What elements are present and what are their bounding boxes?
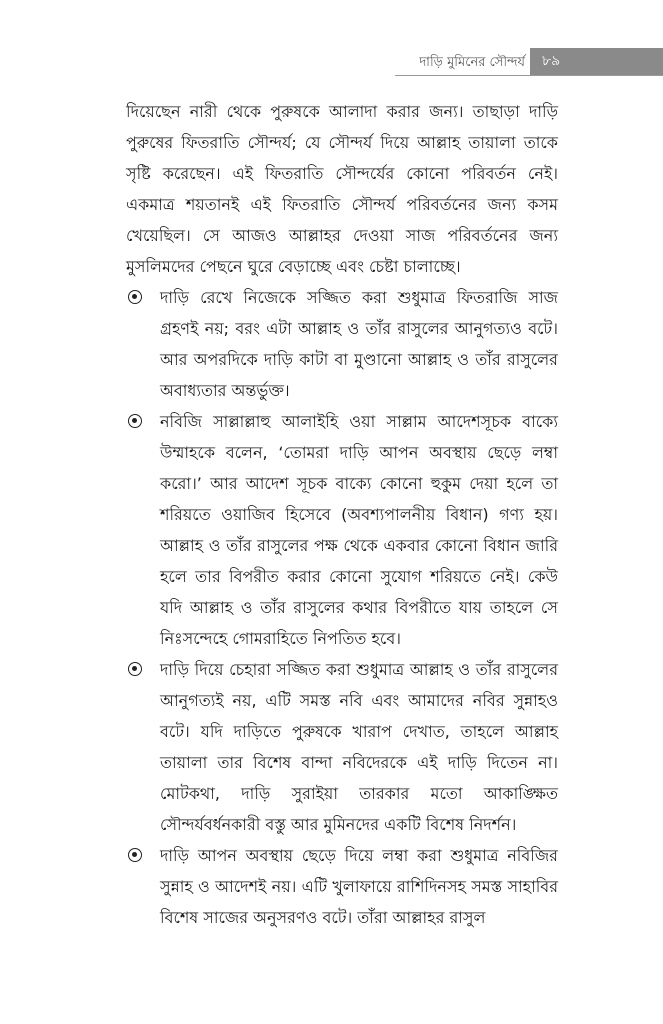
page-body — [126, 96, 558, 933]
circle-bullet-icon — [128, 662, 142, 676]
running-header — [0, 48, 663, 76]
header-divider — [395, 75, 663, 76]
circle-bullet-icon — [128, 414, 142, 428]
bullet-text: দাড়ি রেখে নিজেকে সজ্জিত করা শুধুমাত্র ফিতরাজি সাজ গ্রহণই নয়; বরং এটা আল্লাহ ও তাঁর রাসুলের আনুগত্যও বটে। আর অপরদিকে দাড়ি কাটা বা মুণ্ডানো আল্লাহ ও তাঁর রাসুলের অবাধ্যতার অন্তর্ভুক্ত। — [160, 288, 558, 400]
bullet-text: দাড়ি দিয়ে চেহারা সজ্জিত করা শুধুমাত্র আল্লাহ ও তাঁর রাসুলের আনুগত্যই নয়, এটি সমস্ত নবি এবং আমাদের নবির সুন্নাহও বটে। যদি দাড়িতে পুরুষকে খারাপ দেখাত, তাহলে আল্লাহ তায়ালা তার বিশেষ বান্দা নবিদেরকে এই দাড়ি দিতেন না। মোটকথা, দাড়ি সুরাইয়া তারকার মতো আকাঙ্ক্ষিত সৌন্দর্যবর্ধনকারী বস্তু আর মুমিনদের একটি বিশেষ নিদর্শন। — [160, 660, 558, 834]
bullet-item — [126, 654, 558, 840]
bullet-text: দাড়ি আপন অবস্থায় ছেড়ে দিয়ে লম্বা করা শুধুমাত্র নবিজির সুন্নাহ ও আদেশই নয়। এটি খুলাফায়ে রাশিদিনসহ সমস্ত সাহাবির বিশেষ সাজের অনুসরণও বটে। তাঁরা আল্লাহর রাসুল — [160, 846, 558, 927]
bullet-item — [126, 282, 558, 406]
bullet-list — [126, 282, 558, 933]
page-number: ৮৯ — [530, 48, 663, 75]
intro-paragraph: দিয়েছেন নারী থেকে পুরুষকে আলাদা করার জন্য। তাছাড়া দাড়ি পুরুষের ফিতরাতি সৌন্দর্য; যে সৌন্দর্য দিয়ে আল্লাহ তায়ালা তাকে সৃষ্টি করেছেন। এই ফিতরাতি সৌন্দর্যের কোনো পরিবর্তন নেই। একমাত্র শয়তানই এই ফিতরাতি সৌন্দর্য পরিবর্তনের জন্য কসম খেয়েছিল। সে আজও আল্লাহর দেওয়া সাজ পরিবর্তনের জন্য মুসলিমদের পেছনে ঘুরে বেড়াচ্ছে এবং চেষ্টা চালাচ্ছে। — [126, 102, 558, 276]
bullet-text: নবিজি সাল্লাল্লাহু আলাইহি ওয়া সাল্লাম আদেশসূচক বাক্যে উম্মাহকে বলেন, ‘তোমরা দাড়ি আপন অবস্থায় ছেড়ে লম্বা করো।’ আর আদেশ সূচক বাক্যে কোনো হুকুম দেয়া হলে তা শরিয়তে ওয়াজিব হিসেবে (অবশ্যপালনীয় বিধান) গণ্য হয়। আল্লাহ ও তাঁর রাসুলের পক্ষ থেকে একবার কোনো বিধান জারি হলে তার বিপরীত করার কোনো সুযোগ শরিয়তে নেই। কেউ যদি আল্লাহ ও তাঁর রাসুলের কথার বিপরীতে যায় তাহলে সে নিঃসন্দেহে গোমরাহিতে নিপতিত হবে। — [160, 412, 558, 648]
circle-bullet-icon — [128, 848, 142, 862]
bullet-item — [126, 406, 558, 654]
bullet-item — [126, 840, 558, 933]
running-header-title: দাড়ি মুমিনের সৌন্দর্য — [419, 55, 525, 70]
circle-bullet-icon — [128, 290, 142, 304]
